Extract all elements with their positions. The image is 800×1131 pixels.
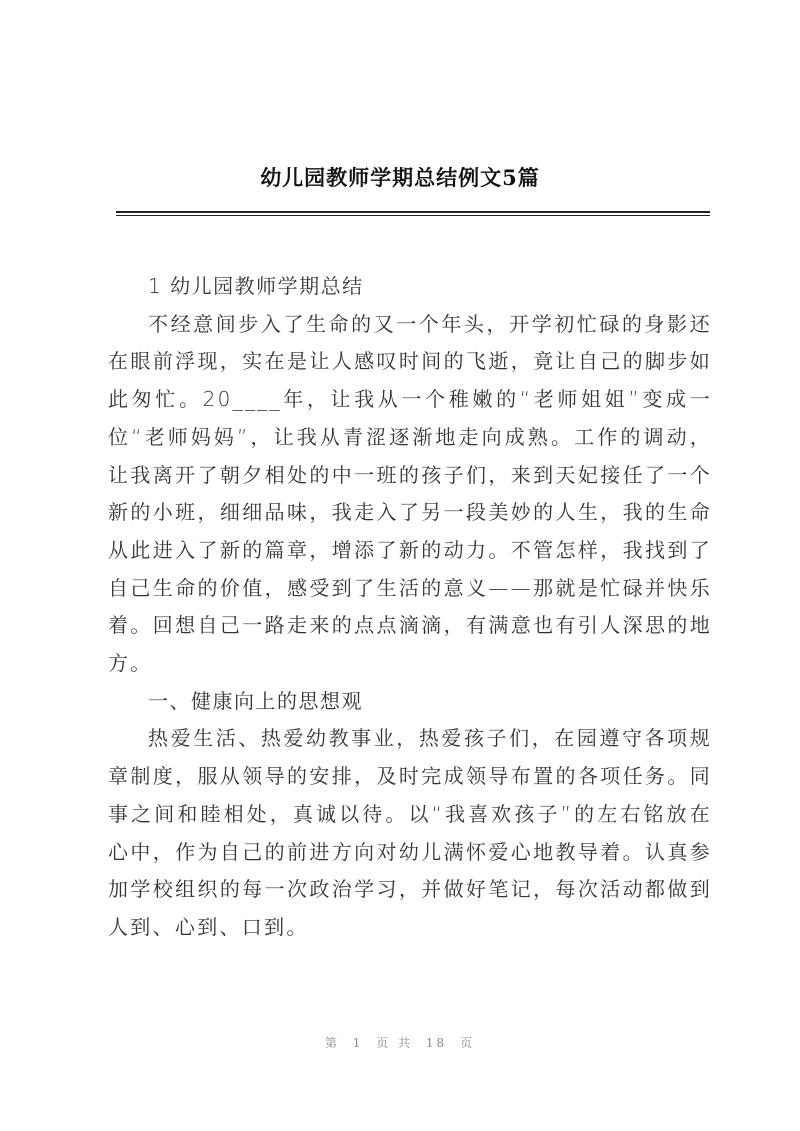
paragraph-ideology: 热爱生活、热爱幼教事业，热爱孩子们，在园遵守各项规章制度，服从领导的安排，及时完成领导布置的各项任务。同事之间和睦相处，真诚以待。以“我喜欢孩子”的左右铭放在心中，作为自己的前进方向对幼儿满怀爱心地教导着。认真参加学校组织的每一次政治学习，并做好笔记，每次活动都做到人到、心到、口到。: [108, 726, 712, 939]
title-divider-thick: [116, 211, 710, 213]
page-footer: [0, 1034, 800, 1051]
title-divider-thin: [116, 215, 710, 216]
page-title: 幼儿园教师学期总结例文5篇: [260, 165, 540, 190]
section-heading-1: 1 幼儿园教师学期总结: [148, 274, 364, 298]
document-body: [108, 268, 712, 947]
footer-current-page: 1: [352, 1036, 364, 1050]
footer-label-of: 页 共: [376, 1036, 414, 1050]
footer-label-pages: 页: [460, 1036, 476, 1050]
footer-label-page: 第: [324, 1036, 340, 1050]
section-heading-2: 一、健康向上的思想观: [148, 688, 363, 713]
paragraph-intro: 不经意间步入了生命的又一个年头，开学初忙碌的身影还在眼前浮现，实在是让人感叹时间的飞逝，竟让自己的脚步如此匆忙。20____年，让我从一个稚嫩的“老师姐姐”变成一位“老师妈妈”，让我从青涩逐渐地走向成熟。工作的调动，让我离开了朝夕相处的中一班的孩子们，来到天妃接任了一个新的小班，细细品味，我走入了另一段美妙的人生，我的生命从此进入了新的篇章，增添了新的动力。不管怎样，我找到了自己生命的价值，感受到了生活的意义——那就是忙碌并快乐着。回想自己一路走来的点点滴滴，有满意也有引人深思的地方。: [108, 311, 712, 676]
footer-total-pages: 18: [425, 1036, 448, 1050]
